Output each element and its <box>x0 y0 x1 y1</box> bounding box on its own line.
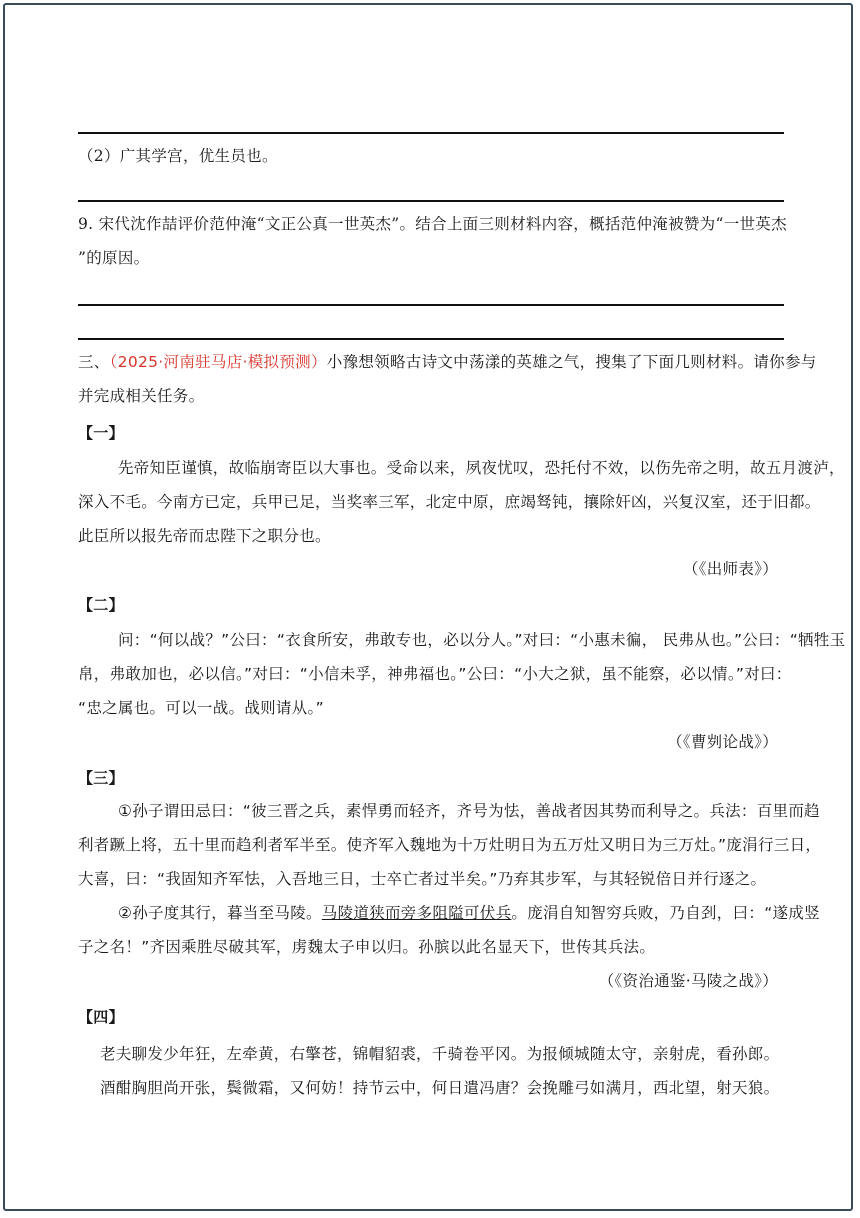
section-2-title: 【二】 <box>78 596 124 614</box>
section-1-line-1: 先帝知臣谨慎，故临崩寄臣以大事也。受命以来，夙夜忧叹，恐托付不效，以伤先帝之明，故五月渡泸， <box>118 459 845 477</box>
section-1-line-3: 此臣所以报先帝而忠陛下之职分也。 <box>78 527 331 545</box>
section-2-line-3: “忠之属也。可以一战。战则请从。” <box>78 699 324 717</box>
answer-line <box>78 132 784 134</box>
section-3-line-1: ①孙子谓田忌曰：“彼三晋之兵，素悍勇而轻齐，齐号为怯，善战者因其势而利导之。兵法：百里而趋 <box>118 802 820 820</box>
question-8-2: （2）广其学宫，优生员也。 <box>78 147 278 165</box>
section-3-line-4-end: 。庞涓自知智穷兵败，乃自刭，曰：“遂成竖 <box>511 904 820 922</box>
part-3-number: 三、 <box>78 353 110 371</box>
section-3-line-4 <box>118 902 820 924</box>
part-3-intro <box>78 351 817 373</box>
section-4-line-1: 老夫聊发少年狂，左牵黄，右擎苍，锦帽貂裘，千骑卷平冈。为报倾城随太守，亲射虎，看孙郎。 <box>100 1045 780 1063</box>
section-1-title: 【一】 <box>78 424 124 442</box>
section-3-source: （《资治通鉴·马陵之战》） <box>598 972 778 990</box>
part-3-source-tag: （2025·河南驻马店·模拟预测） <box>109 353 327 371</box>
section-3-title: 【三】 <box>78 769 124 787</box>
section-2-source: （《曹刿论战》） <box>667 733 778 751</box>
section-3-line-3: 大喜，曰：“我固知齐军怯，入吾地三日，士卒亡者过半矣。”乃弃其步军，与其轻锐倍日并行逐之。 <box>78 870 767 888</box>
section-3-line-5: 子之名！”齐因乘胜尽破其军，虏魏太子申以归。孙膑以此名显天下，世传其兵法。 <box>78 938 656 956</box>
part-3-intro-text: 小豫想领略古诗文中荡漾的英雄之气，搜集了下面几则材料。请你参与 <box>326 353 817 371</box>
question-9-line-2: ”的原因。 <box>78 249 150 267</box>
section-3-line-2: 利者蹶上将，五十里而趋利者军半至。使齐军入魏地为十万灶明日为五万灶又明日为三万灶。”庞涓行三日， <box>78 836 822 854</box>
answer-line <box>78 304 784 306</box>
question-9-line-1: 9. 宋代沈作喆评价范仲淹“文正公真一世英杰”。结合上面三则材料内容，概括范仲淹被赞为“一世英杰 <box>78 215 787 233</box>
part-3-intro-line-2: 并完成相关任务。 <box>78 387 205 405</box>
section-4-title: 【四】 <box>78 1008 124 1026</box>
underlined-sentence: 马陵道狭而旁多阻隘可伏兵 <box>321 904 512 922</box>
section-1-line-2: 深入不毛。今南方已定，兵甲已足，当奖率三军，北定中原，庶竭驽钝，攘除奸凶，兴复汉室，还于旧都。 <box>78 493 821 511</box>
answer-line <box>78 200 784 202</box>
section-1-source: （《出师表》） <box>682 560 778 578</box>
section-3-line-4-start: ②孙子度其行，暮当至马陵。 <box>118 904 322 922</box>
section-2-line-1: 问：“何以战？”公曰：“衣食所安，弗敢专也，必以分人。”对曰：“小惠未徧， 民弗从也。”公曰：“牺牲玉 <box>118 631 846 649</box>
answer-line <box>78 338 784 340</box>
section-2-line-2: 帛，弗敢加也，必以信。”对曰：“小信未孚，神弗福也。”公曰：“小大之狱，虽不能察，必以情。”对曰： <box>78 665 792 683</box>
section-4-line-2: 酒酣胸胆尚开张，鬓微霜，又何妨！持节云中，何日遣冯唐？会挽雕弓如满月，西北望，射天狼。 <box>100 1079 780 1097</box>
